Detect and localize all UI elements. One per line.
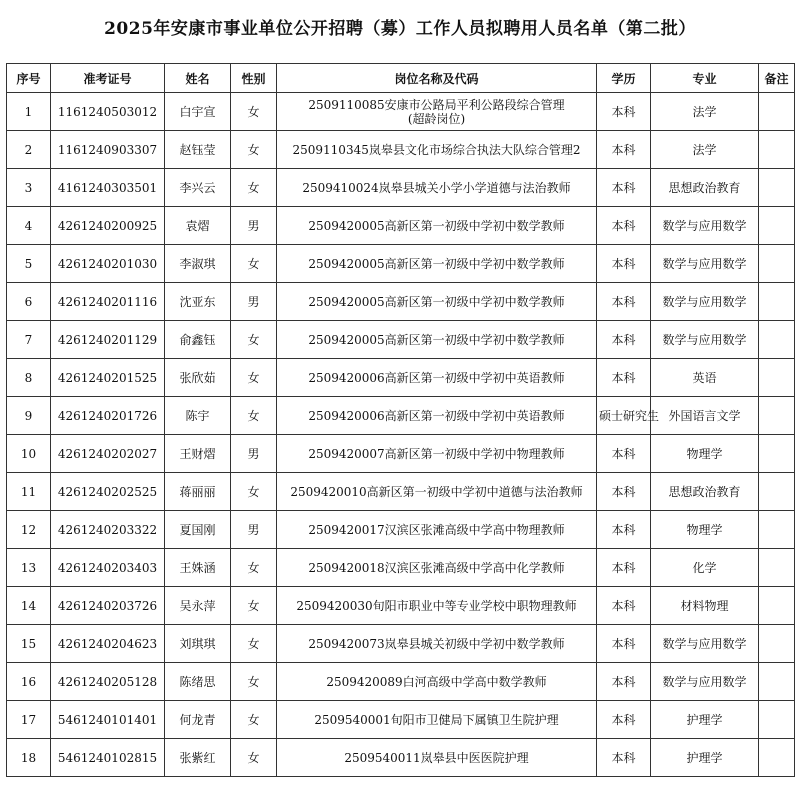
table-row [7, 169, 795, 207]
table-row [7, 739, 795, 777]
cell-post [277, 739, 597, 777]
cell-remarks [759, 549, 795, 587]
table-row [7, 701, 795, 739]
cell-gender: 男 [231, 435, 277, 473]
header-education: 学历 [597, 64, 651, 93]
cell-exam-id: 4161240303501 [51, 169, 165, 207]
cell-remarks [759, 93, 795, 131]
cell-gender: 女 [231, 549, 277, 587]
cell-major: 数学与应用数学 [651, 283, 759, 321]
cell-major: 思想政治教育 [651, 169, 759, 207]
header-major: 专业 [651, 64, 759, 93]
cell-gender: 女 [231, 359, 277, 397]
post-note: (超龄岗位) [407, 111, 466, 126]
cell-major: 数学与应用数学 [651, 625, 759, 663]
cell-gender: 女 [231, 739, 277, 777]
post-title: 2509420006高新区第一初级中学初中英语教师 [308, 408, 565, 423]
cell-major: 物理学 [651, 435, 759, 473]
cell-index: 13 [7, 549, 51, 587]
cell-index: 5 [7, 245, 51, 283]
cell-major: 数学与应用数学 [651, 245, 759, 283]
cell-remarks [759, 283, 795, 321]
cell-education: 本科 [597, 207, 651, 245]
cell-name: 张紫红 [165, 739, 231, 777]
table-row [7, 131, 795, 169]
cell-remarks [759, 169, 795, 207]
header-post: 岗位名称及代码 [277, 64, 597, 93]
cell-major: 英语 [651, 359, 759, 397]
cell-exam-id: 4261240204623 [51, 625, 165, 663]
cell-name: 袁熠 [165, 207, 231, 245]
table-row [7, 245, 795, 283]
table-row [7, 625, 795, 663]
post-title: 2509110085安康市公路局平利公路段综合管理 [308, 97, 565, 112]
cell-index: 8 [7, 359, 51, 397]
cell-education: 本科 [597, 511, 651, 549]
cell-remarks [759, 435, 795, 473]
header-name: 姓名 [165, 64, 231, 93]
cell-exam-id: 4261240201116 [51, 283, 165, 321]
cell-index: 11 [7, 473, 51, 511]
cell-education: 本科 [597, 131, 651, 169]
cell-remarks [759, 587, 795, 625]
cell-post [277, 549, 597, 587]
hiring-roster-table [6, 63, 795, 777]
cell-education: 本科 [597, 283, 651, 321]
cell-post [277, 625, 597, 663]
cell-major: 护理学 [651, 701, 759, 739]
cell-exam-id: 4261240201525 [51, 359, 165, 397]
cell-post [277, 207, 597, 245]
cell-remarks [759, 473, 795, 511]
cell-name: 吴永萍 [165, 587, 231, 625]
cell-index: 16 [7, 663, 51, 701]
post-title: 2509540001旬阳市卫健局下属镇卫生院护理 [314, 712, 559, 727]
cell-exam-id: 4261240203726 [51, 587, 165, 625]
cell-name: 刘琪琪 [165, 625, 231, 663]
cell-education: 本科 [597, 435, 651, 473]
post-title: 2509110345岚皋县文化市场综合执法大队综合管理2 [292, 142, 581, 157]
cell-education: 本科 [597, 587, 651, 625]
cell-exam-id: 5461240101401 [51, 701, 165, 739]
cell-exam-id: 1161240903307 [51, 131, 165, 169]
post-title: 2509420018汉滨区张滩高级中学高中化学教师 [308, 560, 565, 575]
table-row [7, 511, 795, 549]
table-row [7, 207, 795, 245]
cell-post [277, 131, 597, 169]
table-row [7, 283, 795, 321]
cell-name: 何龙青 [165, 701, 231, 739]
cell-education: 本科 [597, 93, 651, 131]
cell-remarks [759, 397, 795, 435]
cell-index: 6 [7, 283, 51, 321]
cell-major: 材料物理 [651, 587, 759, 625]
cell-exam-id: 4261240202027 [51, 435, 165, 473]
document-title: 2025年安康市事业单位公开招聘（募）工作人员拟聘用人员名单（第二批） [104, 19, 696, 39]
header-row [7, 64, 795, 93]
cell-major: 物理学 [651, 511, 759, 549]
cell-gender: 女 [231, 245, 277, 283]
post-title: 2509420017汉滨区张滩高级中学高中物理教师 [308, 522, 565, 537]
cell-major: 外国语言文学 [651, 397, 759, 435]
cell-exam-id: 4261240205128 [51, 663, 165, 701]
post-title: 2509540011岚皋县中医医院护理 [344, 750, 529, 765]
header-gender: 性别 [231, 64, 277, 93]
cell-education: 本科 [597, 701, 651, 739]
cell-post [277, 169, 597, 207]
cell-gender: 女 [231, 131, 277, 169]
table-row [7, 473, 795, 511]
cell-index: 3 [7, 169, 51, 207]
cell-education: 本科 [597, 359, 651, 397]
cell-name: 王财熠 [165, 435, 231, 473]
cell-index: 18 [7, 739, 51, 777]
cell-exam-id: 5461240102815 [51, 739, 165, 777]
cell-name: 沈亚东 [165, 283, 231, 321]
cell-education: 本科 [597, 739, 651, 777]
cell-index: 17 [7, 701, 51, 739]
table-row [7, 397, 795, 435]
cell-major: 数学与应用数学 [651, 207, 759, 245]
cell-index: 10 [7, 435, 51, 473]
cell-gender: 女 [231, 93, 277, 131]
cell-major: 思想政治教育 [651, 473, 759, 511]
post-title: 2509420007高新区第一初级中学初中物理教师 [308, 446, 565, 461]
cell-exam-id: 4261240200925 [51, 207, 165, 245]
cell-name: 陈绪思 [165, 663, 231, 701]
table-row [7, 359, 795, 397]
post-title: 2509420089白河高级中学高中数学教师 [326, 674, 547, 689]
header-exam-id: 准考证号 [51, 64, 165, 93]
table-row [7, 321, 795, 359]
cell-education: 本科 [597, 663, 651, 701]
cell-education: 本科 [597, 549, 651, 587]
cell-exam-id: 4261240202525 [51, 473, 165, 511]
cell-name: 俞鑫钰 [165, 321, 231, 359]
table-row [7, 93, 795, 131]
cell-index: 15 [7, 625, 51, 663]
cell-exam-id: 4261240203403 [51, 549, 165, 587]
cell-name: 陈宇 [165, 397, 231, 435]
post-title: 2509420005高新区第一初级中学初中数学教师 [308, 218, 565, 233]
cell-name: 张欣茹 [165, 359, 231, 397]
cell-post [277, 93, 597, 131]
table-row [7, 549, 795, 587]
cell-index: 12 [7, 511, 51, 549]
cell-exam-id: 1161240503012 [51, 93, 165, 131]
cell-name: 李淑琪 [165, 245, 231, 283]
cell-remarks [759, 663, 795, 701]
cell-gender: 男 [231, 207, 277, 245]
cell-name: 白宇宣 [165, 93, 231, 131]
cell-post [277, 359, 597, 397]
cell-major: 法学 [651, 93, 759, 131]
cell-index: 7 [7, 321, 51, 359]
post-title: 2509420030旬阳市职业中等专业学校中职物理教师 [296, 598, 577, 613]
cell-name: 夏国刚 [165, 511, 231, 549]
cell-gender: 女 [231, 701, 277, 739]
cell-exam-id: 4261240201726 [51, 397, 165, 435]
cell-post [277, 663, 597, 701]
cell-index: 14 [7, 587, 51, 625]
post-title: 2509420006高新区第一初级中学初中英语教师 [308, 370, 565, 385]
cell-post [277, 283, 597, 321]
cell-name: 王姝涵 [165, 549, 231, 587]
post-title: 2509420010高新区第一初级中学初中道德与法治教师 [290, 484, 583, 499]
cell-name: 赵钰莹 [165, 131, 231, 169]
cell-remarks [759, 207, 795, 245]
cell-remarks [759, 511, 795, 549]
cell-index: 1 [7, 93, 51, 131]
cell-exam-id: 4261240203322 [51, 511, 165, 549]
cell-remarks [759, 625, 795, 663]
cell-education: 本科 [597, 625, 651, 663]
cell-major: 化学 [651, 549, 759, 587]
cell-post [277, 397, 597, 435]
cell-education: 本科 [597, 473, 651, 511]
cell-remarks [759, 359, 795, 397]
cell-post [277, 473, 597, 511]
cell-major: 护理学 [651, 739, 759, 777]
table-row [7, 663, 795, 701]
cell-exam-id: 4261240201030 [51, 245, 165, 283]
cell-education: 本科 [597, 245, 651, 283]
post-title: 2509420005高新区第一初级中学初中数学教师 [308, 256, 565, 271]
cell-gender: 女 [231, 587, 277, 625]
post-title: 2509420005高新区第一初级中学初中数学教师 [308, 294, 565, 309]
cell-remarks [759, 321, 795, 359]
table-row [7, 435, 795, 473]
cell-index: 9 [7, 397, 51, 435]
post-title: 2509420073岚皋县城关初级中学初中数学教师 [308, 636, 565, 651]
cell-gender: 女 [231, 625, 277, 663]
cell-gender: 女 [231, 397, 277, 435]
cell-post [277, 511, 597, 549]
cell-remarks [759, 131, 795, 169]
cell-gender: 女 [231, 473, 277, 511]
cell-remarks [759, 245, 795, 283]
cell-post [277, 245, 597, 283]
cell-major: 数学与应用数学 [651, 321, 759, 359]
roster-body [7, 93, 795, 777]
cell-name: 李兴云 [165, 169, 231, 207]
cell-index: 2 [7, 131, 51, 169]
cell-post [277, 435, 597, 473]
post-title: 2509420005高新区第一初级中学初中数学教师 [308, 332, 565, 347]
cell-major: 法学 [651, 131, 759, 169]
cell-post [277, 321, 597, 359]
cell-exam-id: 4261240201129 [51, 321, 165, 359]
cell-education: 本科 [597, 321, 651, 359]
cell-remarks [759, 739, 795, 777]
cell-gender: 男 [231, 283, 277, 321]
cell-remarks [759, 701, 795, 739]
header-index: 序号 [7, 64, 51, 93]
cell-education: 硕士研究生 [597, 397, 651, 435]
cell-gender: 女 [231, 169, 277, 207]
header-remarks: 备注 [759, 64, 795, 93]
cell-gender: 女 [231, 663, 277, 701]
table-row [7, 587, 795, 625]
cell-post [277, 701, 597, 739]
cell-gender: 女 [231, 321, 277, 359]
cell-post [277, 587, 597, 625]
post-title: 2509410024岚皋县城关小学小学道德与法治教师 [302, 180, 571, 195]
cell-gender: 男 [231, 511, 277, 549]
cell-name: 蒋丽丽 [165, 473, 231, 511]
cell-major: 数学与应用数学 [651, 663, 759, 701]
cell-education: 本科 [597, 169, 651, 207]
cell-index: 4 [7, 207, 51, 245]
